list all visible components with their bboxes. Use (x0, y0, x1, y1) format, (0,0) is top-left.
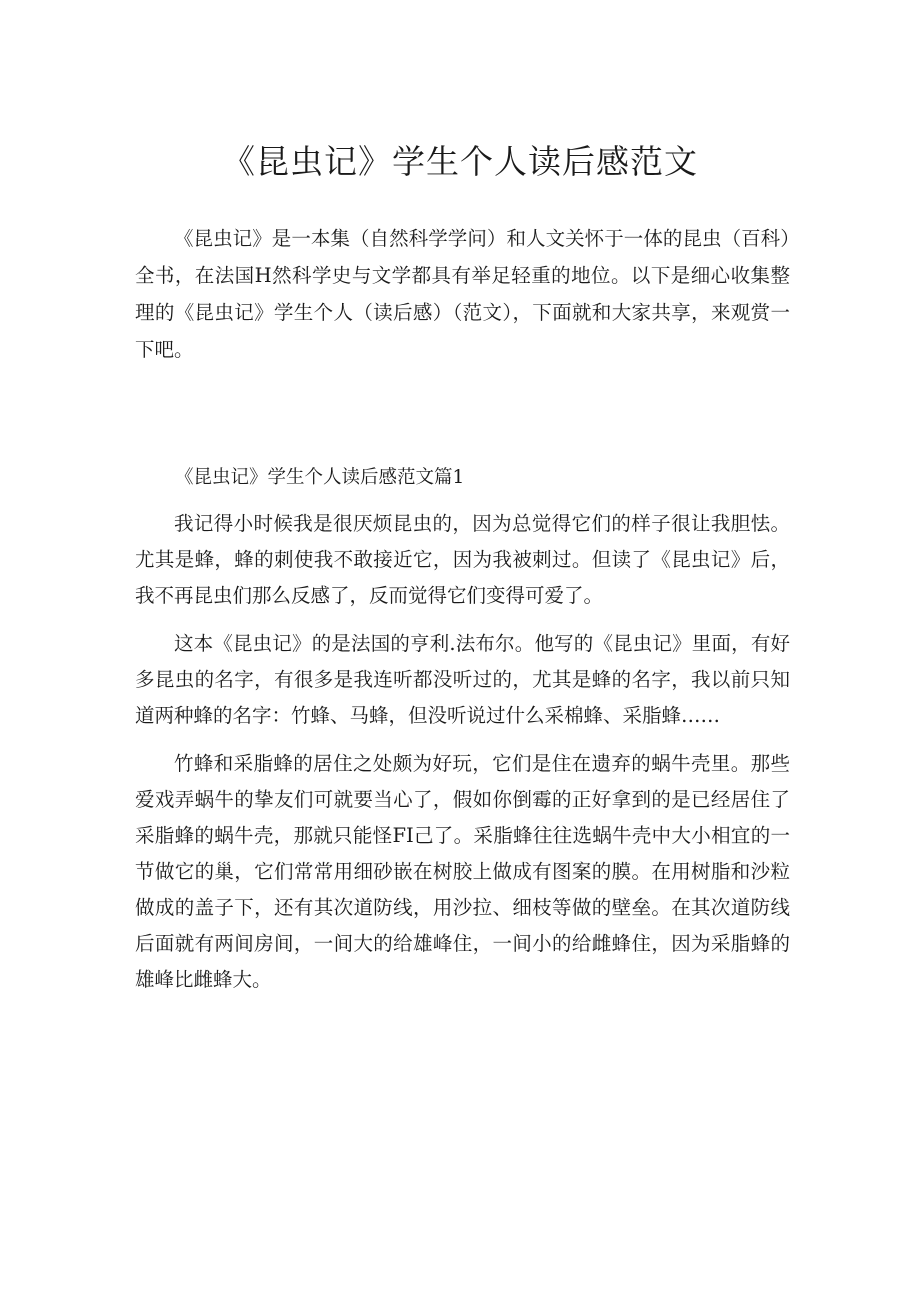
body-paragraph-3: 竹蜂和采脂蜂的居住之处颇为好玩，它们是住在遗弃的蜗牛壳里。那些爱戏弄蜗牛的挚友们可就要当心了，假如你倒霉的正好拿到的是已经居住了采脂蜂的蜗牛壳，那就只能怪FI己了。采脂蜂往往选蜗牛壳中大小相宜的一节做它的巢，它们常常用细砂嵌在树胶上做成有图案的膜。在用树脂和沙粒做成的盖子下，还有其次道防线，用沙拉、细枝等做的壁垒。在其次道防线后面就有两间房间，一间大的给雄峰住，一间小的给雌蜂住，因为采脂蜂的雄峰比雌蜂大。 (135, 752, 790, 991)
intro-paragraph: 《昆虫记》是一本集（自然科学学问）和人文关怀于一体的昆虫（百科）全书，在法国H然科学史与文学都具有举足轻重的地位。以下是细心收集整理的《昆虫记》学生个人（读后感）（范文），下面就和大家共享，来观赏一下吧。 (135, 227, 790, 361)
section-heading: 《昆虫记》学生个人读后感范文篇1 (175, 467, 465, 488)
body-text (135, 506, 790, 1010)
document-title: 《昆虫记》学生个人读后感范文 (222, 142, 698, 181)
body-paragraph-2: 这本《昆虫记》的是法国的亨利.法布尔。他写的《昆虫记》里面，有好多昆虫的名字，有很多是我连听都没听过的，尤其是蜂的名字，我以前只知道两种蜂的名字：竹蜂、马蜂，但没听说过什么采棉蜂、采脂蜂…… (135, 632, 790, 727)
body-paragraph-1: 我记得小时候我是很厌烦昆虫的，因为总觉得它们的样子很让我胆怯。尤其是蜂，蜂的刺使我不敢接近它，因为我被刺过。但读了《昆虫记》后，我不再昆虫们那么反感了，反而觉得它们变得可爱了。 (135, 512, 790, 607)
